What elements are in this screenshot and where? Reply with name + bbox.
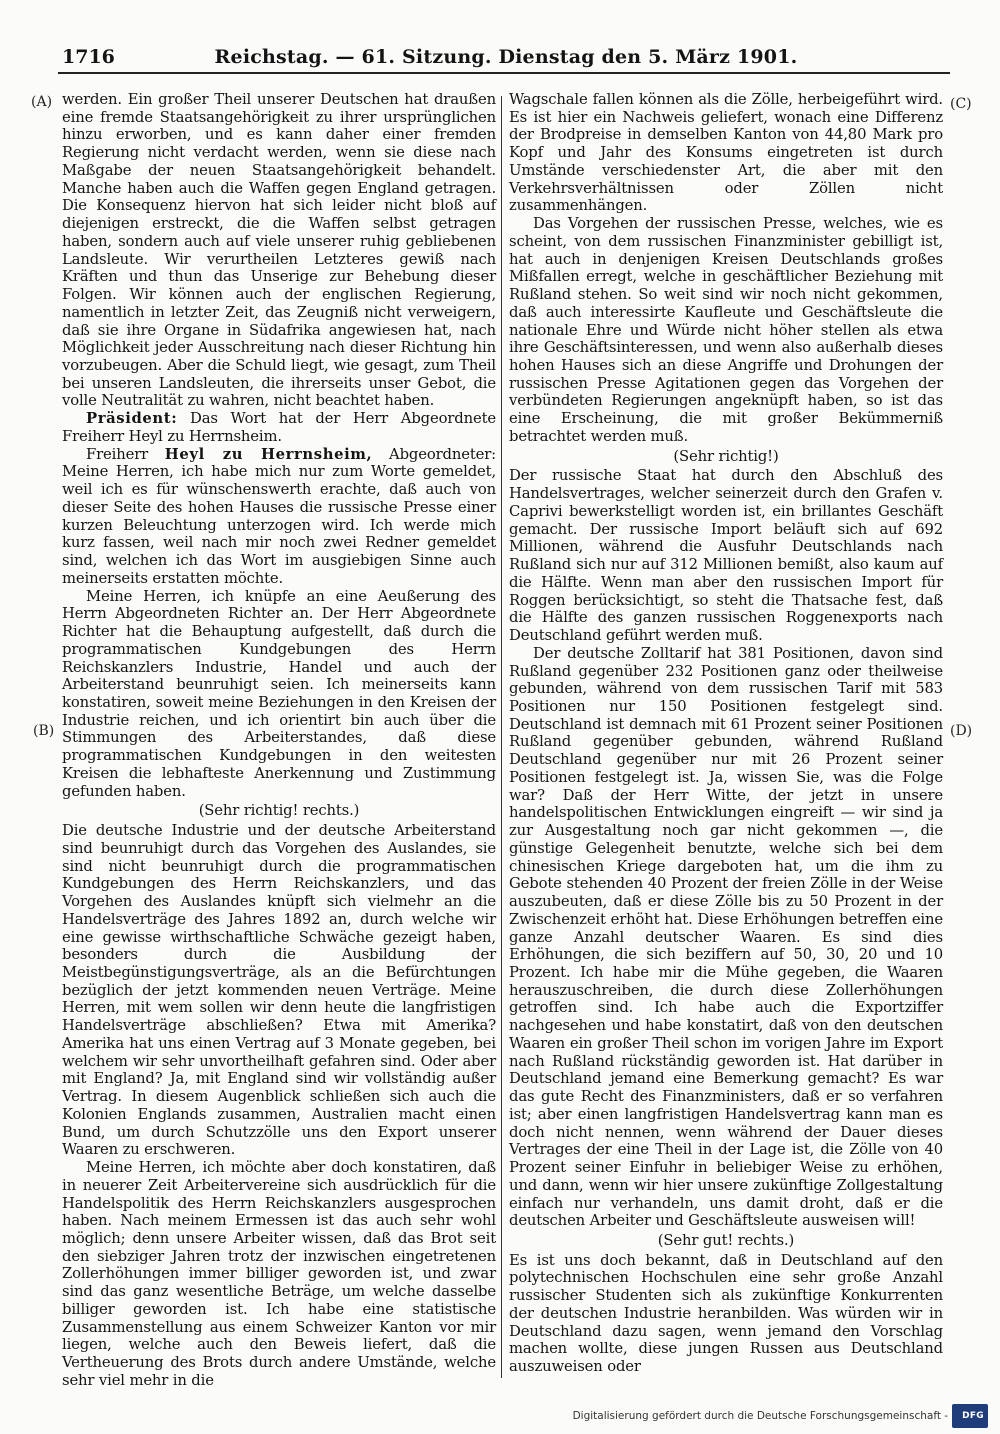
page-number: 1716 <box>62 46 115 68</box>
paragraph: Die deutsche Industrie und der deutsche Arbeiterstand sind beunruhigt durch das Vorgehen des Auslandes, sie sind nicht beunruhigt durch die programmatischen Kundgebungen des Herrn Reichskanzlers, und das Vorgehen des Auslandes knüpft sich vielmehr an die Handelsverträge des Jahres 1892 an, durch welche wir eine gewisse wirthschaftliche Schwäche gezeigt haben, besonders durch die Ausbildung der Meistbegünstigungsverträge, als an die Befürchtungen bezüglich der jetzt kommenden neuen Verträge. Meine Herren, mit wem sollen wir denn heute die langfristigen Handelsverträge abschließen? Etwa mit Amerika? Amerika hat uns einen Vertrag auf 3 Monate gegeben, bei welchem wir sehr unvortheilhaft gefahren sind. Oder aber mit England? Ja, mit England sind wir vollständig außer Vertrag. In diesem Augenblick schließen sich auch die Kolonien Englands zusammen, Australien macht einen Bund, um durch Schutzzölle uns den Export unserer Waaren zu erschweren. <box>62 822 496 1159</box>
paragraph: Der deutsche Zolltarif hat 381 Positionen, davon sind Rußland gegenüber 232 Positionen ganz oder theilweise gebunden, während von dem russischen Tarif mit 583 Positionen nur 150 Positionen festgelegt sind. Deutschland ist demnach mit 61 Prozent seiner Positionen Rußland gegenüber gebunden, während Rußland Deutschland gegenüber nur mit 26 Prozent seiner Positionen festgelegt ist. Ja, wissen Sie, was die Folge war? Daß der Herr Witte, der jetzt in unsere handelspolitischen Entwicklungen eingreift — wir sind ja zur Ausgestaltung noch gar nicht gekommen —, die günstige Gelegenheit benutzte, welche sich bei dem chinesischen Kriege dargeboten hat, um die ihm zu Gebote stehenden 40 Prozent der freien Zölle in der Weise auszubeuten, daß er diese Zölle bis zu 50 Prozent in der Zwischenzeit erhöht hat. Diese Erhöhungen betreffen eine ganze Anzahl deutscher Waaren. Es sind dies Erhöhungen, die sich beziffern auf 50, 30, 20 und 10 Prozent. Ich habe mir die Mühe gegeben, die Waaren herauszuschreiben, die durch diese Zollerhöhungen getroffen sind. Ich habe auch die Exportziffer nachgesehen und habe konstatirt, daß von den deutschen Waaren ein großer Theil schon im vorigen Jahre im Export nach Rußland rückständig geworden ist. Hat darüber in Deutschland jemand eine Bemerkung gemacht? Es war das gute Recht des Finanzministers, daß er so verfahren ist; aber einen langfristigen Handelsvertrag kann man es doch nicht nennen, wenn während der Dauer dieses Vertrages der eine Theil in der Lage ist, die Zölle von 40 Prozent seiner Einfuhr in beliebiger Weise zu erhöhen, und dann, wenn wir hier unsere zukünftige Zollgestaltung einfach nur verhandeln, uns damit droht, daß er die deutschen Arbeiter und Geschäftsleute ausweisen will! <box>509 644 943 1230</box>
right-column <box>509 91 943 1376</box>
statement-text: Das Wort hat der Herr Abgeordnete Freiherr Heyl zu Herrnsheim. <box>62 410 496 445</box>
dfg-logo: DFG <box>952 1404 988 1428</box>
digitization-credit <box>573 1406 988 1426</box>
speaker-title: Freiherr <box>86 445 165 463</box>
paragraph: werden. Ein großer Theil unserer Deutschen hat draußen eine fremde Staatsangehörigkeit zu ihrer ursprünglichen hinzu erworben, und es kann daher einer fremden Regierung nicht verdacht werden, wenn sie diese nach Maßgabe der neuen Staatsangehörigkeit behandelt. Manche haben auch die Waffen gegen England getragen. Die Konsequenz hiervon hat sich leider nicht bloß auf diejenigen erstreckt, die die Waffen selbst getragen haben, sondern auch auf viele unserer ruhig gebliebenen Landsleute. Wir verurtheilen Letzteres gewiß nach Kräften und thun das Unserige zur Behebung dieser Folgen. Wir können auch der englischen Regierung, namentlich in letzter Zeit, das Zeugniß nicht verweigern, daß sie ihre Organe in Südafrika angewiesen hat, nach Möglichkeit jeder Ausschreitung nach dieser Richtung hin vorzubeugen. Aber die Schuld liegt, wie gesagt, zum Theil bei unseren Landsleuten, die ihrerseits unser Gebot, die volle Neutralität zu wahren, nicht beachtet haben. <box>62 91 496 410</box>
statement-text: Abgeordneter: Meine Herren, ich habe mich nur zum Worte gemeldet, weil ich es für wünschenswerth erachte, daß auch von dieser Seite des hohen Hauses die russische Presse einer kurzen Beleuchtung unterzogen wird. Ich werde mich kurz fassen, weil nach mir noch zwei Redner gemeldet sind, welchen ich das Wort im ausgiebigen Sinne auch meinerseits erstatten möchte. <box>62 445 496 587</box>
page-header <box>62 44 950 70</box>
margin-marker-a: (A) <box>31 94 53 110</box>
paragraph: Wagschale fallen können als die Zölle, herbeigeführt wird. Es ist hier ein Nachweis geliefert, wonach eine Differenz der Brodpreise in demselben Kanton von 44,80 Mark pro Kopf und Jahr des Konsums eingetreten ist durch Umstände verschiedenster Art, die aber mit den Verkehrsverhältnissen oder Zöllen nicht zusammenhängen. <box>509 91 943 215</box>
paragraph: Es ist uns doch bekannt, daß in Deutschland auf den polytechnischen Hochschulen eine sehr große Anzahl russischer Studenten sich als zukünftige Konkurrenten der deutschen Industrie heranbilden. Was würden wir in Deutschland dazu sagen, wenn jemand den Vorschlag machen wollte, diese jungen Russen aus Deutschland auszuweisen oder <box>509 1251 943 1376</box>
credit-text: Digitalisierung gefördert durch die Deutsche Forschungsgemeinschaft - <box>572 1410 949 1422</box>
logo-mark-icon <box>956 1413 961 1418</box>
column-divider <box>501 96 502 1378</box>
interjection: (Sehr richtig!) <box>673 447 779 465</box>
header-rule <box>58 72 950 74</box>
running-title: Reichstag. — 61. Sitzung. Dienstag den 5. März 1901. <box>214 46 798 68</box>
paragraph: Der russische Staat hat durch den Abschluß des Handelsvertrages, welcher seinerzeit durch den Grafen v. Caprivi bewerkstelligt worden ist, ein brillantes Geschäft gemacht. Der russische Import beläuft sich auf 692 Millionen, während die Ausfuhr Deutschlands nach Rußland sich nur auf 312 Millionen bemißt, also kaum auf die Hälfte. Wenn man aber den russischen Import für Roggen berücksichtigt, so steht die Thatsache fest, daß die Hälfte des ganzen russischen Roggenexports nach Deutschland geführt werden muß. <box>509 467 943 645</box>
interjection: (Sehr gut! rechts.) <box>657 1232 795 1249</box>
speaker-statement <box>62 446 496 588</box>
paragraph: Meine Herren, ich knüpfe an eine Aeußerung des Herrn Abgeordneten Richter an. Der Herr Abgeordnete Richter hat die Behauptung aufgestellt, daß durch die programmatischen Kundgebungen des Herrn Reichskanzlers Industrie, Handel und auch der Arbeiterstand beunruhigt seien. Ich meinerseits kann konstatiren, soweit meine Beziehungen in den Kreisen der Industrie reichen, und ich orientirt bin auch über die Stimmungen des Arbeiterstandes, daß diese programmatischen Kundgebungen in den weitesten Kreisen die lebhafteste Anerkennung und Zustimmung gefunden haben. <box>62 587 496 800</box>
speaker-name: Heyl zu Herrnsheim, <box>164 445 373 463</box>
margin-marker-b: (B) <box>33 723 55 739</box>
paragraph: Das Vorgehen der russischen Presse, welches, wie es scheint, von dem russischen Finanzminister gebilligt ist, hat auch in denjenigen Kreisen Deutschlands großes Mißfallen erregt, welche in geschäftlicher Beziehung mit Rußland stehen. So weit sind wir noch nicht gekommen, daß auch interessirte Kaufleute und Geschäftsleute die nationale Ehre und Würde nicht höher stellen als etwa ihre Geschäftsinteressen, und wenn also außerhalb dieses hohen Hauses sich an diese Angriffe und Drohungen der russischen Presse Agitationen gegen das Vorgehen der verbündeten Regierungen angeknüpft haben, so ist das eine Erscheinung, die mit großer Bekümmerniß betrachtet werden muß. <box>509 215 943 445</box>
paragraph: Meine Herren, ich möchte aber doch konstatiren, daß in neuerer Zeit Arbeitervereine sich ausdrücklich für die Handelspolitik des Herrn Reichskanzlers ausgesprochen haben. Nach meinem Ermessen ist das auch sehr wohl möglich; denn unsere Arbeiter wissen, daß das Brot seit den siebziger Jahren trotz der inzwischen eingetretenen Zollerhöhungen immer billiger geworden ist, und zwar sind das ganz wesentliche Beträge, um welche dasselbe billiger geworden ist. Ich habe eine statistische Zusammenstellung aus einem Schweizer Kanton vor mir liegen, welche auch den Beweis liefert, daß die Vertheuerung des Brots durch andere Umstände, welche sehr viel mehr in die <box>62 1159 496 1389</box>
left-column <box>62 91 496 1390</box>
margin-marker-c: (C) <box>950 96 972 112</box>
interjection: (Sehr richtig! rechts.) <box>198 802 360 820</box>
speaker-label: Präsident: <box>86 410 178 428</box>
margin-marker-d: (D) <box>950 723 973 739</box>
president-statement <box>62 410 496 445</box>
